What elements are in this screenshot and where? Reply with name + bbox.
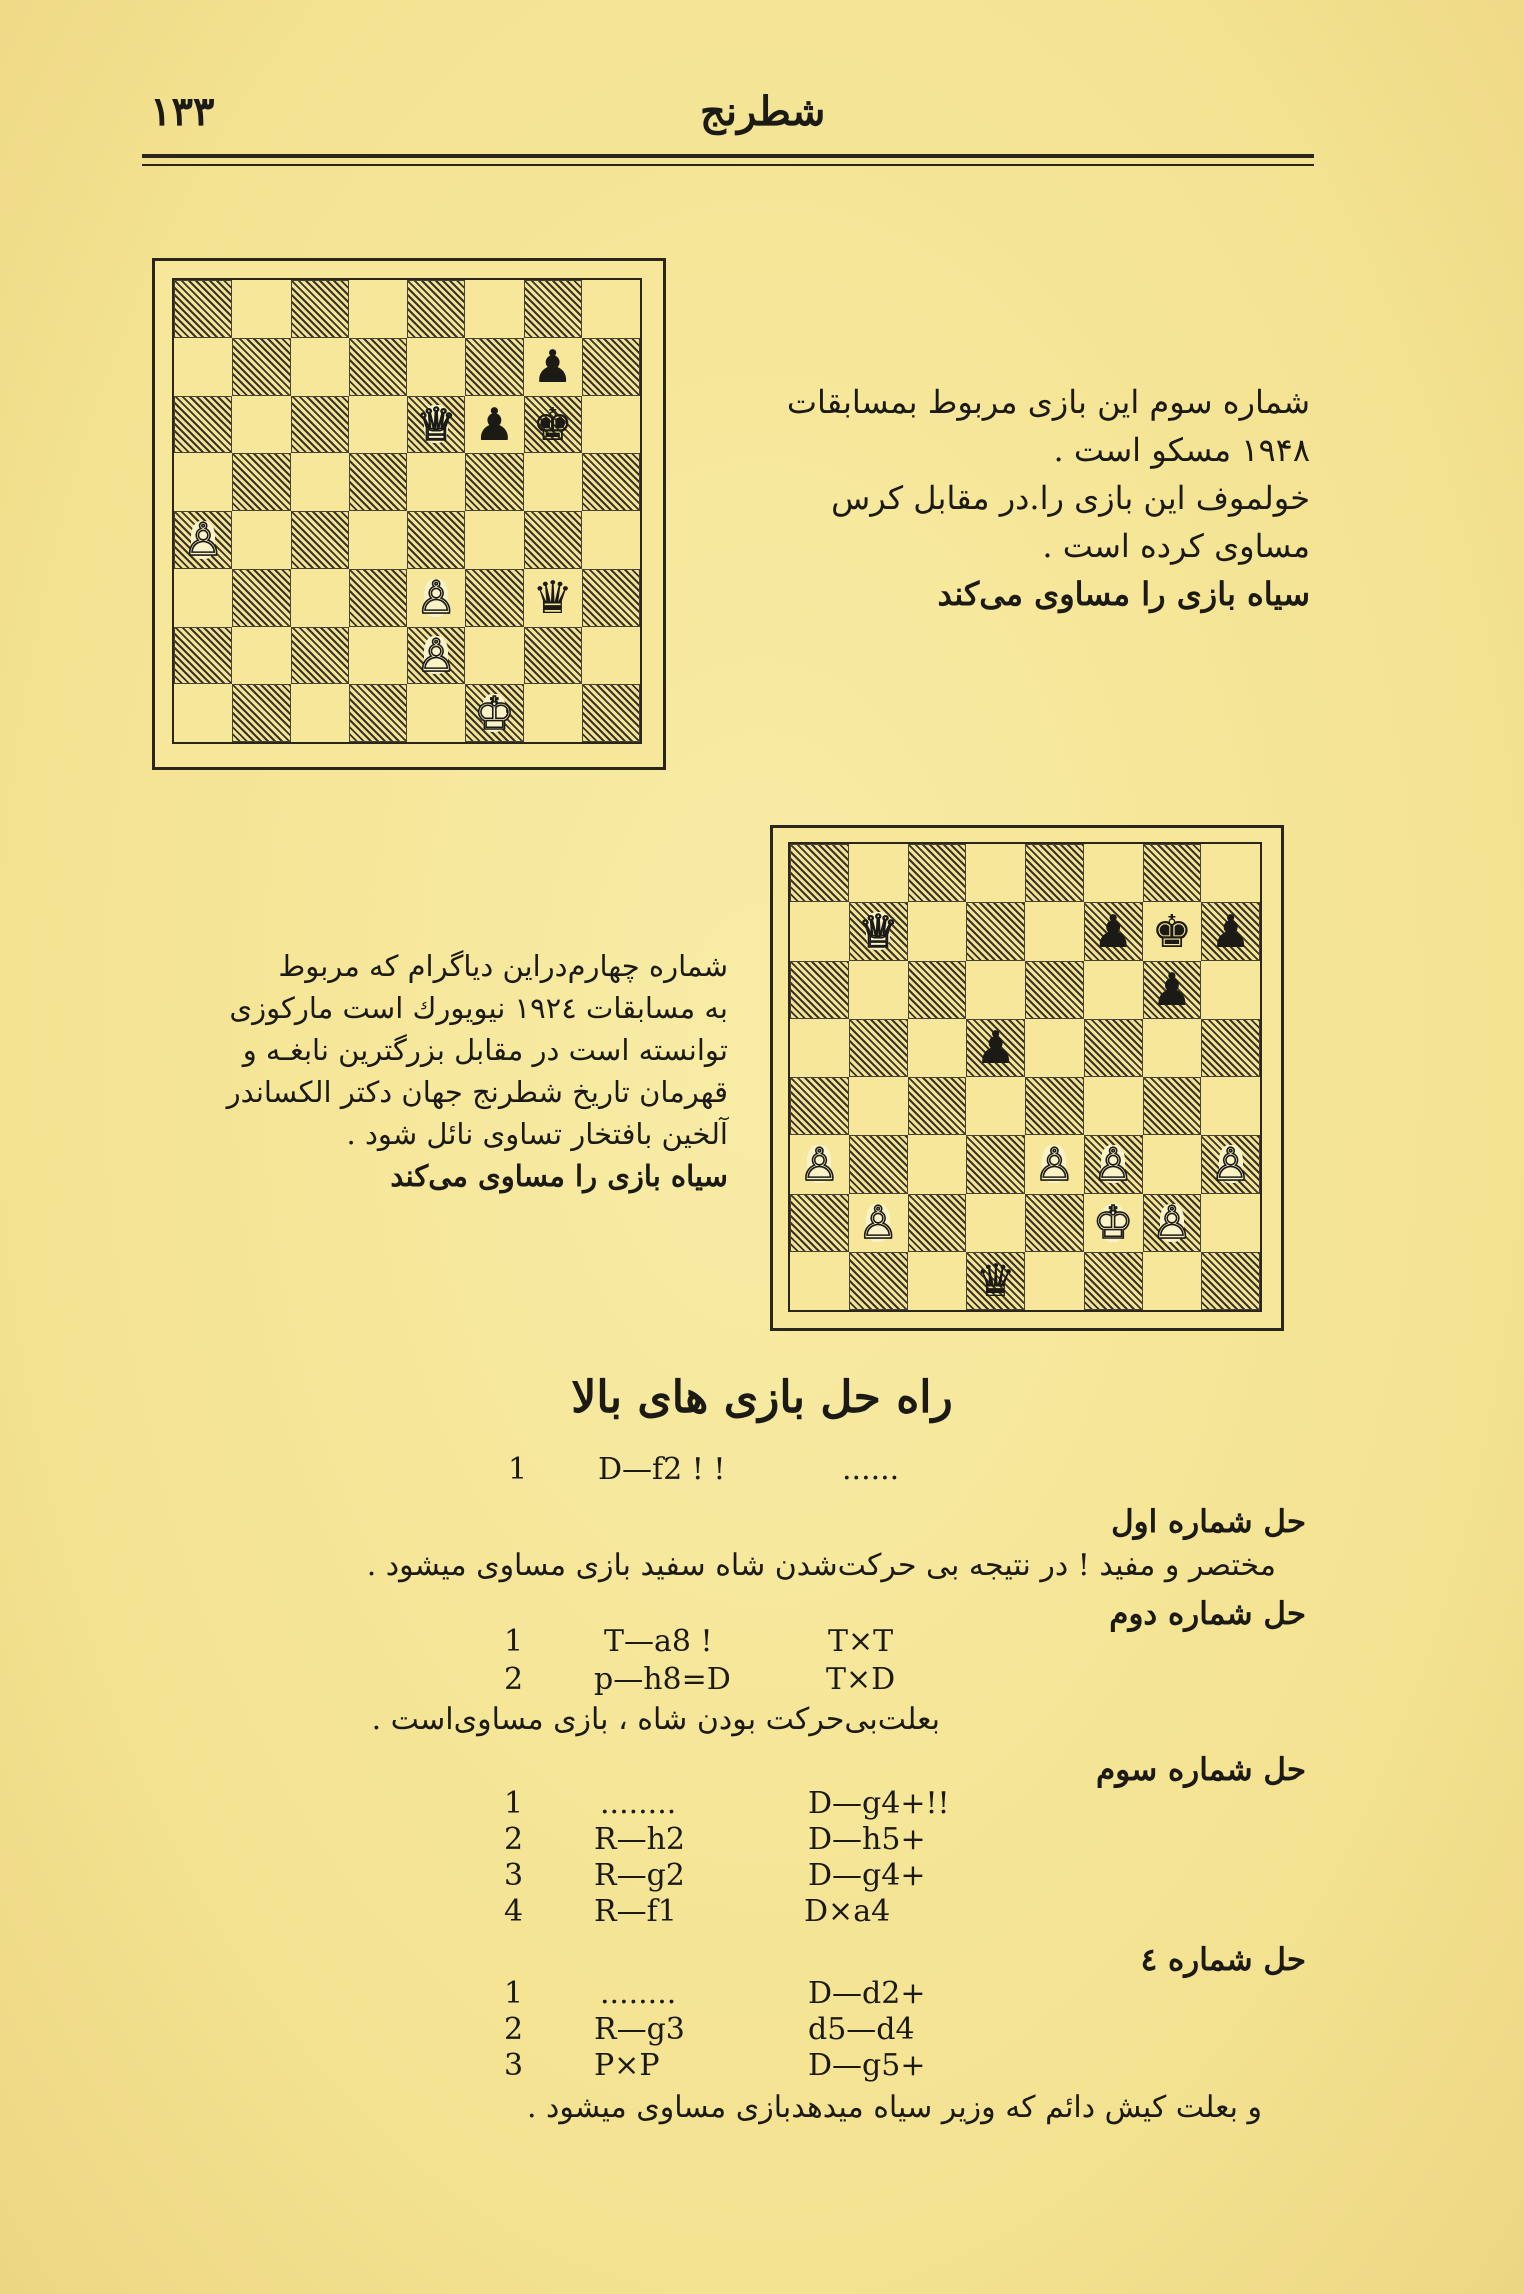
solution-4-heading: حل شماره ٤ [1140, 1942, 1306, 1978]
board-square [349, 684, 407, 742]
chess-piece: ♟ [474, 397, 515, 451]
board-square [849, 1019, 908, 1077]
board-square [232, 280, 290, 338]
problem-4-task: سیاه بازی را مساوی می‌کند [390, 1159, 728, 1193]
board-square [1201, 1194, 1260, 1252]
board-square [407, 684, 465, 742]
board-square [174, 338, 232, 396]
board-square [1025, 961, 1084, 1019]
board-square [1084, 1135, 1143, 1193]
board-square [407, 511, 465, 569]
black-move: D—g4+ [808, 1858, 926, 1893]
board-square [908, 1252, 967, 1310]
chess-piece: ♟ [532, 340, 573, 394]
board-square [174, 627, 232, 685]
board-square [1143, 1077, 1202, 1135]
board-square [174, 453, 232, 511]
board-square [349, 396, 407, 454]
board-square [1143, 1019, 1202, 1077]
board-square [465, 511, 523, 569]
move-number: 2 [504, 1822, 524, 1857]
board-square [1143, 1252, 1202, 1310]
board-square [790, 961, 849, 1019]
board-square [524, 338, 582, 396]
board-square [582, 396, 640, 454]
board-square [1201, 1135, 1260, 1193]
board-square [849, 961, 908, 1019]
board-square [1084, 844, 1143, 902]
black-move: D—d2+ [808, 1976, 926, 2011]
problem-4-line: شماره چهارم‌دراین دیاگرام که مربوط [278, 949, 728, 983]
black-move: T×T [828, 1624, 894, 1659]
move-number: 3 [504, 2048, 524, 2083]
page-number: ۱۳۳ [150, 88, 215, 135]
board-square [291, 511, 349, 569]
board-square [232, 684, 290, 742]
chess-piece: ♙ [1034, 1137, 1075, 1191]
chess-piece: ♟ [975, 1021, 1016, 1075]
white-move: R—f1 [594, 1894, 677, 1929]
problem-3-line: ۱۹۴۸ مسکو است . [1053, 431, 1310, 469]
chess-piece: ♙ [182, 513, 224, 567]
problem-4-description [118, 945, 728, 1197]
board-square [1025, 1135, 1084, 1193]
board-square [291, 396, 349, 454]
board-square [1201, 1077, 1260, 1135]
chess-diagram-3 [172, 278, 642, 744]
board-square [790, 902, 849, 960]
board-square [1084, 1252, 1143, 1310]
board-square [174, 280, 232, 338]
board-square [849, 902, 908, 960]
board-square [966, 1252, 1025, 1310]
board-square [465, 684, 523, 742]
chess-piece: ♔ [1092, 1196, 1134, 1250]
board-square [966, 1077, 1025, 1135]
header-rule-thin [142, 164, 1314, 166]
black-move: T×D [826, 1662, 896, 1697]
board-square [1084, 1194, 1143, 1252]
board-square [232, 627, 290, 685]
board-square [524, 627, 582, 685]
chess-piece: ♙ [415, 628, 457, 682]
board-square [232, 396, 290, 454]
board-square [849, 844, 908, 902]
board-square [1025, 1252, 1084, 1310]
board-square [291, 627, 349, 685]
board-square [407, 396, 465, 454]
board-square [849, 1194, 908, 1252]
black-move: d5—d4 [808, 2012, 915, 2047]
board-square [1201, 961, 1260, 1019]
board-square [524, 453, 582, 511]
solutions-title: راه حل بازی های بالا [571, 1372, 953, 1423]
board-square [291, 338, 349, 396]
board-square [407, 280, 465, 338]
move-number: 1 [504, 1624, 524, 1659]
problem-4-line: به مسابقات ۱۹۲٤ نیویورك است مارکوزی [229, 991, 728, 1025]
board-square [291, 684, 349, 742]
board-square [349, 453, 407, 511]
board-square [1025, 1194, 1084, 1252]
board-square [849, 1252, 908, 1310]
board-square [790, 1019, 849, 1077]
white-move: P×P [594, 2048, 660, 2083]
board-square [582, 280, 640, 338]
move-number: 2 [504, 2012, 524, 2047]
chess-piece: ♛ [975, 1254, 1016, 1308]
chess-piece: ♕ [415, 397, 457, 451]
chess-piece: ♙ [1210, 1137, 1251, 1191]
white-move: ........ [600, 1786, 677, 1821]
chess-piece: ♕ [857, 904, 899, 958]
board-square [790, 844, 849, 902]
board-square [465, 280, 523, 338]
board-square [1143, 1135, 1202, 1193]
board-square [582, 684, 640, 742]
chess-piece: ♙ [415, 571, 457, 625]
board-square [465, 627, 523, 685]
board-square [232, 453, 290, 511]
board-square [465, 396, 523, 454]
white-move: D—f2 ! ! [598, 1452, 726, 1487]
board-square [790, 1077, 849, 1135]
chess-piece: ♔ [474, 686, 515, 740]
move-number: 1 [508, 1452, 528, 1487]
problem-4-line: قهرمان تاریخ شطرنج جهان دکتر الکساندر [226, 1075, 728, 1109]
board-square [232, 338, 290, 396]
board-square [966, 844, 1025, 902]
black-move: D—h5+ [808, 1822, 926, 1857]
board-square [174, 684, 232, 742]
solution-2-heading: حل شماره دوم [1109, 1596, 1306, 1632]
board-square [582, 338, 640, 396]
board-square [349, 511, 407, 569]
board-square [1084, 1077, 1143, 1135]
board-square [908, 1077, 967, 1135]
move-number: 2 [504, 1662, 524, 1697]
board-square [966, 902, 1025, 960]
board-square [849, 1077, 908, 1135]
board-square [1084, 1019, 1143, 1077]
board-square [849, 1135, 908, 1193]
board-square [1084, 961, 1143, 1019]
chess-piece: ♟ [1210, 904, 1251, 958]
board-square [407, 569, 465, 627]
running-title: شطرنج [700, 88, 826, 135]
solution-1-heading: حل شماره اول [1111, 1504, 1306, 1540]
solution-4-text: و بعلت کیش دائم که وزیر سیاه میدهدبازی مساوی میشود . [526, 2090, 1262, 2125]
board-square [908, 844, 967, 902]
board-square [407, 453, 465, 511]
chess-piece: ♟ [1151, 963, 1193, 1017]
chess-piece: ♛ [532, 571, 573, 625]
solution-3-heading: حل شماره سوم [1096, 1752, 1306, 1788]
board-square [1201, 844, 1260, 902]
move-number: 4 [504, 1894, 524, 1929]
problem-3-line: شماره سوم این بازی مربوط بمسابقات [786, 383, 1310, 421]
white-move: R—g2 [594, 1858, 685, 1893]
board-square [908, 1194, 967, 1252]
move-number: 3 [504, 1858, 524, 1893]
board-square [1143, 902, 1202, 960]
board-square [291, 453, 349, 511]
problem-3-line: مساوی کرده است . [1042, 527, 1310, 565]
board-square [966, 961, 1025, 1019]
board-square [524, 396, 582, 454]
board-square [349, 338, 407, 396]
board-square [174, 569, 232, 627]
header-rule [142, 154, 1314, 158]
chess-piece: ♚ [532, 397, 573, 451]
board-square [291, 569, 349, 627]
chess-diagram-4 [788, 842, 1262, 1312]
problem-3-task: سیاه بازی را مساوی می‌کند [937, 575, 1310, 613]
board-square [1201, 1252, 1260, 1310]
white-move: p—h8=D [594, 1662, 731, 1697]
board-square [582, 627, 640, 685]
board-square [966, 1135, 1025, 1193]
board-square [966, 1019, 1025, 1077]
chess-piece: ♙ [1092, 1137, 1134, 1191]
chess-piece: ♚ [1151, 904, 1193, 958]
board-square [524, 684, 582, 742]
board-square [232, 569, 290, 627]
board-square [524, 511, 582, 569]
board-square [1025, 844, 1084, 902]
board-square [291, 280, 349, 338]
board-square [1143, 961, 1202, 1019]
board-square [582, 511, 640, 569]
chess-piece: ♙ [799, 1137, 840, 1191]
solution-2-text: بعلت‌بی‌حرکت بودن شاه ، بازی مساوی‌است . [371, 1702, 940, 1737]
board-square [908, 961, 967, 1019]
board-square [349, 280, 407, 338]
board-square [174, 511, 232, 569]
problem-3-description [770, 378, 1310, 618]
board-square [582, 569, 640, 627]
board-square [349, 627, 407, 685]
board-square [790, 1252, 849, 1310]
white-move: R—h2 [594, 1822, 685, 1857]
black-move: D—g5+ [808, 2048, 926, 2083]
board-square [407, 338, 465, 396]
board-square [465, 569, 523, 627]
board-square [232, 511, 290, 569]
board-square [1143, 844, 1202, 902]
white-move: T—a8 ! [604, 1624, 713, 1659]
board-square [908, 902, 967, 960]
board-square [1201, 1019, 1260, 1077]
solution-1-text: مختصر و مفید ! در نتیجه بی حرکت‌شدن شاه سفید بازی مساوی میشود . [366, 1548, 1276, 1583]
board-square [908, 1019, 967, 1077]
board-square [407, 627, 465, 685]
board-square [1025, 902, 1084, 960]
board-square [1201, 902, 1260, 960]
black-move: D×a4 [804, 1894, 891, 1929]
board-square [465, 338, 523, 396]
board-square [966, 1194, 1025, 1252]
board-square [1084, 902, 1143, 960]
board-square [524, 569, 582, 627]
black-move: ...... [842, 1452, 900, 1487]
board-square [790, 1135, 849, 1193]
board-square [1025, 1019, 1084, 1077]
chess-piece: ♟ [1092, 904, 1134, 958]
board-square [465, 453, 523, 511]
problem-4-line: آلخین بافتخار تساوی نائل شود . [346, 1117, 728, 1151]
chess-piece: ♙ [1151, 1196, 1193, 1250]
move-number: 1 [504, 1786, 524, 1821]
board-square [174, 396, 232, 454]
white-move: ........ [600, 1976, 677, 2011]
board-square [1143, 1194, 1202, 1252]
board-square [524, 280, 582, 338]
chess-piece: ♙ [857, 1196, 899, 1250]
board-square [790, 1194, 849, 1252]
problem-4-line: توانسته است در مقابل بزرگترین نابغـه و [242, 1033, 728, 1067]
board-square [349, 569, 407, 627]
black-move: D—g4+!! [808, 1786, 950, 1821]
problem-3-line: خولموف این بازی را.در مقابل کرس [831, 479, 1310, 517]
white-move: R—g3 [594, 2012, 685, 2047]
board-square [1025, 1077, 1084, 1135]
move-number: 1 [504, 1976, 524, 2011]
board-square [908, 1135, 967, 1193]
board-square [582, 453, 640, 511]
